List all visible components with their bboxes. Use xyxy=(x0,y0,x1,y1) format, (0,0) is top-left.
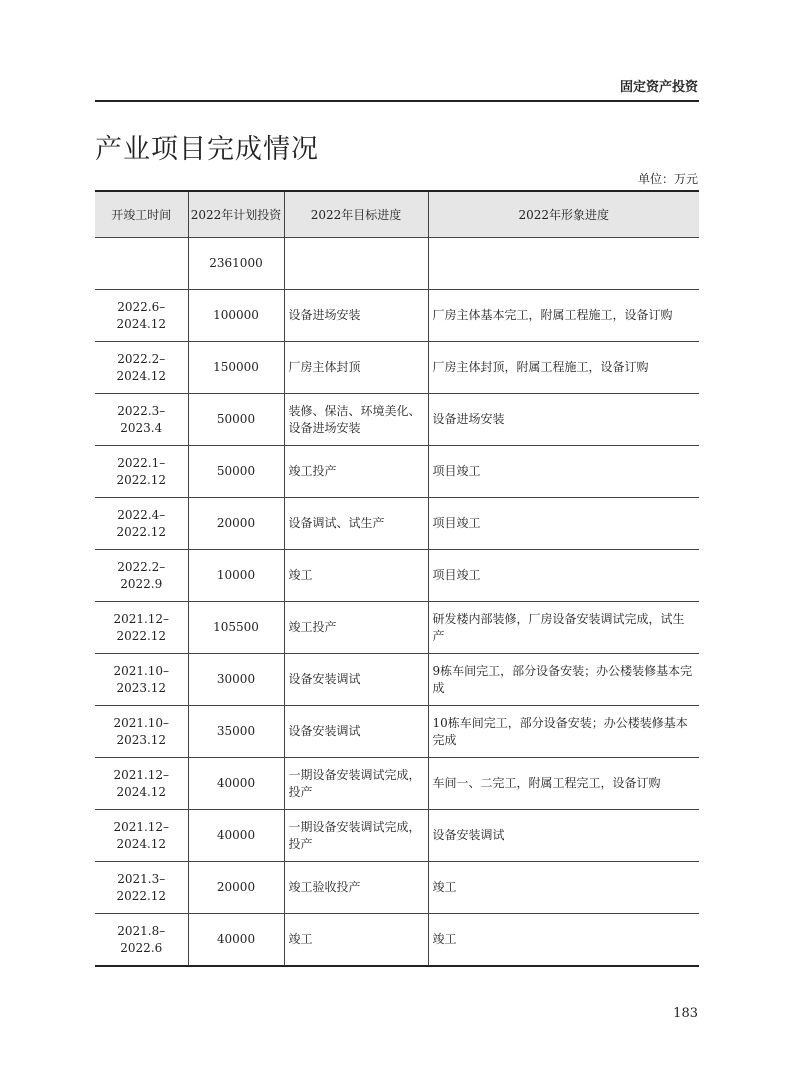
table-row xyxy=(95,550,699,602)
cell-progress: 设备进场安装 xyxy=(428,394,699,446)
cell-progress: 竣工 xyxy=(428,914,699,967)
cell-target: 一期设备安装调试完成，投产 xyxy=(284,758,428,810)
cell-progress: 车间一、二完工，附属工程完工，设备订购 xyxy=(428,758,699,810)
cell-investment: 40000 xyxy=(188,758,284,810)
cell-investment: 150000 xyxy=(188,342,284,394)
cell-investment: 100000 xyxy=(188,290,284,342)
cell-period: 2022.6–2024.12 xyxy=(95,290,188,342)
cell-progress xyxy=(428,238,699,290)
header-rule xyxy=(95,100,699,102)
cell-period: 2021.12–2024.12 xyxy=(95,810,188,862)
cell-investment: 40000 xyxy=(188,914,284,967)
cell-investment: 40000 xyxy=(188,810,284,862)
cell-target: 设备调试、试生产 xyxy=(284,498,428,550)
table-row xyxy=(95,706,699,758)
cell-target: 一期设备安装调试完成，投产 xyxy=(284,810,428,862)
cell-period: 2022.2–2022.9 xyxy=(95,550,188,602)
header-period: 开竣工时间 xyxy=(95,191,188,238)
cell-period: 2021.3–2022.12 xyxy=(95,862,188,914)
cell-investment: 50000 xyxy=(188,394,284,446)
cell-target: 竣工投产 xyxy=(284,446,428,498)
cell-period: 2021.10–2023.12 xyxy=(95,706,188,758)
cell-period: 2021.12–2022.12 xyxy=(95,602,188,654)
cell-progress: 竣工 xyxy=(428,862,699,914)
header-target: 2022年目标进度 xyxy=(284,191,428,238)
table-row xyxy=(95,290,699,342)
cell-progress: 项目竣工 xyxy=(428,498,699,550)
cell-target: 竣工 xyxy=(284,550,428,602)
cell-period: 2021.12–2024.12 xyxy=(95,758,188,810)
page-number: 183 xyxy=(673,1006,698,1021)
table-row xyxy=(95,602,699,654)
cell-target: 竣工 xyxy=(284,914,428,967)
unit-note: 单位：万元 xyxy=(637,172,698,186)
header-investment: 2022年计划投资 xyxy=(188,191,284,238)
table-row xyxy=(95,810,699,862)
cell-progress: 项目竣工 xyxy=(428,550,699,602)
cell-target: 设备进场安装 xyxy=(284,290,428,342)
cell-investment: 105500 xyxy=(188,602,284,654)
table-row xyxy=(95,394,699,446)
cell-investment: 20000 xyxy=(188,862,284,914)
cell-progress: 厂房主体基本完工，附属工程施工，设备订购 xyxy=(428,290,699,342)
cell-target: 竣工验收投产 xyxy=(284,862,428,914)
running-head-section-title: 固定资产投资 xyxy=(619,80,698,95)
table-row xyxy=(95,862,699,914)
table-row xyxy=(95,498,699,550)
table-row xyxy=(95,446,699,498)
cell-period: 2021.10–2023.12 xyxy=(95,654,188,706)
cell-progress: 9栋车间完工，部分设备安装；办公楼装修基本完成 xyxy=(428,654,699,706)
cell-target: 厂房主体封顶 xyxy=(284,342,428,394)
cell-target: 设备安装调试 xyxy=(284,706,428,758)
cell-investment: 20000 xyxy=(188,498,284,550)
header-progress: 2022年形象进度 xyxy=(428,191,699,238)
table-row xyxy=(95,238,699,290)
cell-investment: 50000 xyxy=(188,446,284,498)
cell-period: 2022.4–2022.12 xyxy=(95,498,188,550)
cell-target: 装修、保洁、环境美化、设备进场安装 xyxy=(284,394,428,446)
table-row xyxy=(95,342,699,394)
cell-progress: 厂房主体封顶，附属工程施工，设备订购 xyxy=(428,342,699,394)
cell-investment: 30000 xyxy=(188,654,284,706)
cell-investment: 10000 xyxy=(188,550,284,602)
table-header-row xyxy=(95,191,699,238)
table-row xyxy=(95,654,699,706)
cell-period xyxy=(95,238,188,290)
table-row xyxy=(95,914,699,967)
cell-progress: 10栋车间完工，部分设备安装；办公楼装修基本完成 xyxy=(428,706,699,758)
page-title: 产业项目完成情况 xyxy=(95,134,319,165)
cell-target: 竣工投产 xyxy=(284,602,428,654)
table-row xyxy=(95,758,699,810)
cell-progress: 设备安装调试 xyxy=(428,810,699,862)
cell-period: 2021.8–2022.6 xyxy=(95,914,188,967)
cell-target xyxy=(284,238,428,290)
cell-investment: 2361000 xyxy=(188,238,284,290)
cell-progress: 研发楼内部装修，厂房设备安装调试完成，试生产 xyxy=(428,602,699,654)
project-table xyxy=(95,190,699,967)
cell-target: 设备安装调试 xyxy=(284,654,428,706)
cell-period: 2022.1–2022.12 xyxy=(95,446,188,498)
cell-investment: 35000 xyxy=(188,706,284,758)
cell-period: 2022.2–2024.12 xyxy=(95,342,188,394)
cell-progress: 项目竣工 xyxy=(428,446,699,498)
cell-period: 2022.3–2023.4 xyxy=(95,394,188,446)
